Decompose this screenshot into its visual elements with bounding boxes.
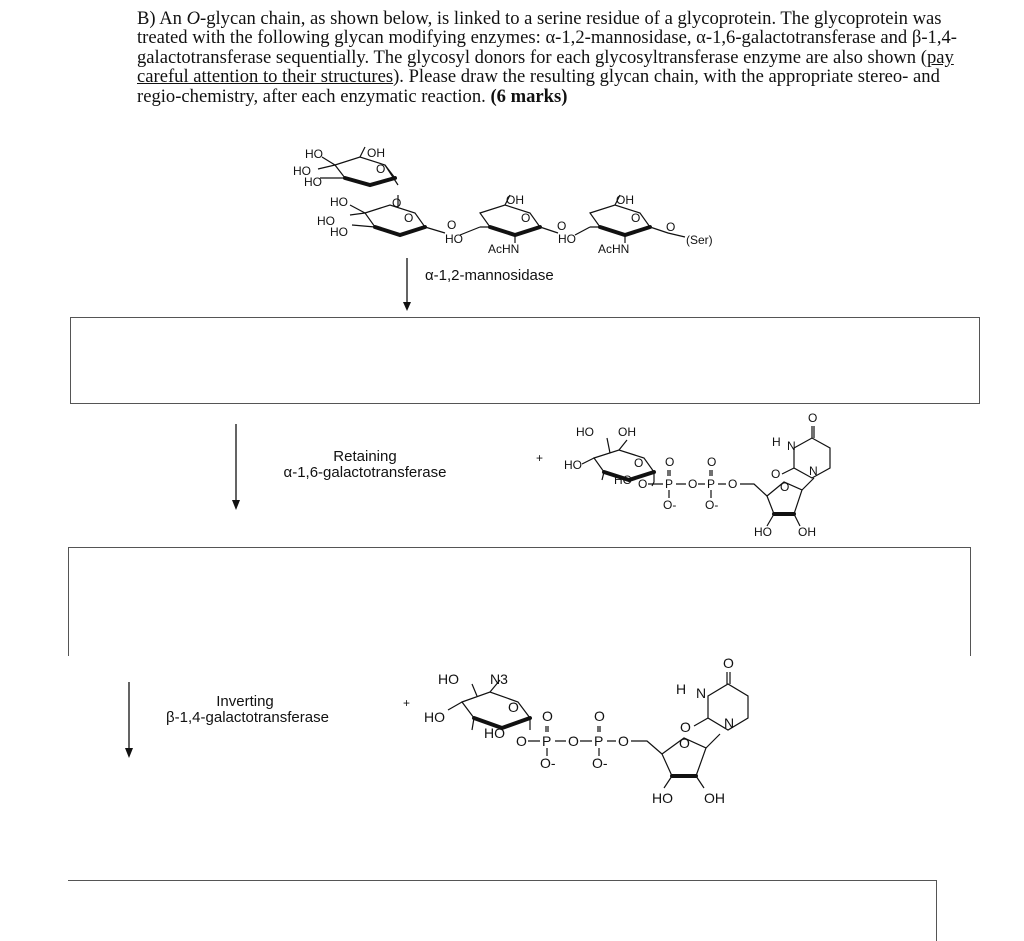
donor2-uracil-n3: N bbox=[696, 685, 707, 701]
man1-ring-o: O bbox=[376, 162, 386, 176]
donor2-p1-minus: O- bbox=[540, 755, 556, 771]
donor1-phos-o3: O bbox=[728, 477, 738, 491]
galnac2-oh: OH bbox=[616, 193, 634, 207]
man1-ho-b: HO bbox=[293, 164, 311, 178]
donor2-uracil-c2-o: O bbox=[680, 719, 691, 735]
donor1-phos-o2: O bbox=[688, 477, 698, 491]
question-text bbox=[137, 9, 957, 106]
donor2-uracil-n1: N bbox=[724, 715, 735, 731]
question-lead: B) An bbox=[137, 8, 187, 29]
donor2-phos-p1: P bbox=[542, 733, 552, 749]
donor1-ribose-oh: OH bbox=[798, 525, 816, 539]
donor1-phos-o1: O bbox=[638, 477, 648, 491]
man1-ho-a: HO bbox=[305, 147, 323, 161]
donor2-p2-minus: O- bbox=[592, 755, 608, 771]
donor1-uracil-n3: N bbox=[787, 439, 796, 453]
donor1-ring-o: O bbox=[634, 456, 644, 470]
answer-box-3[interactable] bbox=[68, 880, 937, 941]
donor1-uracil-h: H bbox=[772, 435, 781, 449]
man1-oh-a: OH bbox=[367, 146, 385, 160]
donor2-uracil-c4-o: O bbox=[723, 655, 734, 671]
donor1-ribose-o: O bbox=[780, 480, 790, 494]
step1-arrow bbox=[402, 258, 412, 313]
question-marks: (6 marks) bbox=[490, 85, 568, 107]
donor2-ring-o: O bbox=[508, 699, 519, 715]
donor1-uracil-c2-o: O bbox=[771, 467, 781, 481]
donor1-phos-p2: P bbox=[707, 477, 716, 491]
galnac1-ring-o: O bbox=[521, 211, 531, 225]
step3-label-line1: Inverting bbox=[216, 693, 274, 710]
man1-link-o: O bbox=[392, 196, 402, 210]
donor2-ribose-o: O bbox=[679, 735, 690, 751]
donor2-phos-p2: P bbox=[594, 733, 604, 749]
galnac2-ho: HO bbox=[558, 232, 576, 246]
man2-ho-b: HO bbox=[317, 214, 335, 228]
galnac1-achn: AcHN bbox=[488, 242, 520, 256]
donor1-oh-top: OH bbox=[618, 425, 636, 439]
donor1-uracil-n1: N bbox=[809, 464, 818, 478]
galnac1-ho: HO bbox=[445, 232, 463, 246]
man1-ho-c: HO bbox=[304, 175, 322, 189]
question-part1: -glycan chain, as shown below, is linked to a serine residue of a glycoprotein. The glycoprotein was treated with the following glycan modifying enzymes: α-1,2-mannosidase, α-1,6-galactotransferase and β-1,4-galactotransferase sequentially. The glycosyl donors for each glycosyltransferase enzyme are also shown ( bbox=[137, 8, 957, 68]
donor1-p2-minus: O- bbox=[705, 498, 719, 512]
mannose-top-ring bbox=[318, 147, 398, 185]
step3-label-line2: β-1,4-galactotransferase bbox=[166, 709, 329, 726]
donor1-phos-p1: P bbox=[665, 477, 674, 491]
donor2-n3: N3 bbox=[490, 671, 508, 687]
o-glycan-structure bbox=[290, 145, 750, 275]
step1-enzyme-label: α-1,2-mannosidase bbox=[425, 267, 554, 284]
step2-label-line2: α-1,6-galactotransferase bbox=[283, 464, 447, 481]
galnac1-link-o: O bbox=[557, 219, 567, 233]
donor1-ho-top: HO bbox=[576, 425, 594, 439]
question-underline: pay careful attention to their structures bbox=[137, 46, 954, 88]
answer-box-2[interactable] bbox=[68, 547, 971, 656]
donor2-phos-o3: O bbox=[618, 733, 629, 749]
donor2-uracil-h: H bbox=[676, 681, 687, 697]
donor2-ribose-ho: HO bbox=[652, 790, 673, 806]
donor2-ho-low: HO bbox=[484, 725, 505, 741]
donor1-ho-left: HO bbox=[564, 458, 582, 472]
step3-plus: + bbox=[403, 696, 411, 710]
donor1-p1-minus: O- bbox=[663, 498, 677, 512]
step2-arrow bbox=[231, 424, 241, 512]
man2-ho-c: HO bbox=[330, 225, 348, 239]
answer-box-1[interactable] bbox=[70, 317, 980, 404]
galnac2-link-o: O bbox=[666, 220, 676, 234]
question-part2: ). Please draw the resulting glycan chain, with the appropriate stereo- and regio-chemistry, after each enzymatic reaction. bbox=[137, 66, 940, 107]
udp-azido-donor bbox=[422, 656, 752, 806]
donor2-phos-o2: O bbox=[568, 733, 579, 749]
question-o-italic: O bbox=[186, 8, 201, 29]
man2-ho-a: HO bbox=[330, 195, 348, 209]
step2-plus: + bbox=[536, 451, 544, 465]
donor2-ribose-oh: OH bbox=[704, 790, 725, 806]
serine-label: (Ser) bbox=[686, 233, 713, 247]
donor1-ho-low: HO bbox=[614, 473, 632, 487]
donor1-ribose-ho: HO bbox=[754, 525, 772, 539]
donor1-p2-oxo: O bbox=[707, 455, 717, 469]
man2-link-o: O bbox=[447, 218, 457, 232]
galnac2-achn: AcHN bbox=[598, 242, 630, 256]
udp-galactose-donor bbox=[562, 411, 842, 539]
donor1-p1-oxo: O bbox=[665, 455, 675, 469]
donor1-uracil-c4-o: O bbox=[808, 411, 818, 425]
donor2-ho-top: HO bbox=[438, 671, 459, 687]
man2-ring-o: O bbox=[404, 211, 414, 225]
galnac1-oh: OH bbox=[506, 193, 524, 207]
donor2-p1-oxo: O bbox=[542, 708, 553, 724]
step3-arrow bbox=[124, 682, 134, 760]
donor2-p2-oxo: O bbox=[594, 708, 605, 724]
donor2-ho-left: HO bbox=[424, 709, 445, 725]
step2-label-line1: Retaining bbox=[333, 448, 397, 465]
galnac2-ring-o: O bbox=[631, 211, 641, 225]
mannose-bottom-ring bbox=[350, 195, 445, 235]
donor2-phos-o1: O bbox=[516, 733, 527, 749]
